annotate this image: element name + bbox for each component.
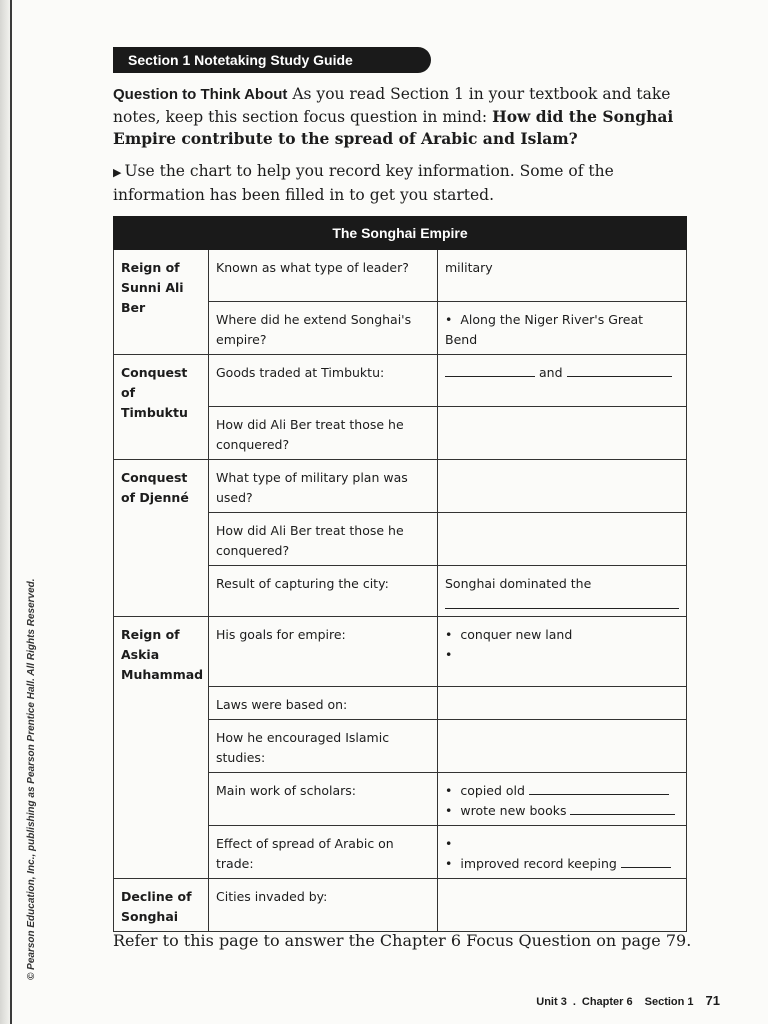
prompt-goals: His goals for empire: (209, 617, 438, 687)
answer-goals[interactable] (438, 617, 687, 687)
group-conquest-djenne: Conquest of Djenné (114, 460, 209, 617)
answer-scholars-2: • wrote new books (445, 801, 679, 821)
chart-title: The Songhai Empire (114, 217, 687, 250)
answer-arabic-1[interactable] (445, 834, 679, 854)
footer-unit: Unit 3 (536, 996, 567, 1008)
answer-laws[interactable] (438, 687, 687, 720)
prompt-cities-invaded: Cities invaded by: (209, 879, 438, 932)
answer-goods-traded[interactable] (438, 355, 687, 407)
focus-question: How did the Songhai Empire contribute to the spread of Arabic and Islam? (113, 107, 674, 148)
copyright-notice: © Pearson Education, Inc., publishing as Pearson Prentice Hall. All Rights Reserved. (26, 578, 37, 980)
footer-question: Refer to this page to answer the Chapter 6 Focus Question on page 79. (113, 931, 692, 950)
prompt-islamic-studies: How he encouraged Islamic studies: (209, 720, 438, 773)
group-decline-songhai: Decline of Songhai (114, 879, 209, 932)
prompt-goods-traded: Goods traded at Timbuktu: (209, 355, 438, 407)
answer-cities-invaded[interactable] (438, 879, 687, 932)
footer-chapter: Chapter 6 (581, 996, 633, 1008)
answer-scholars-work[interactable] (438, 773, 687, 826)
group-conquest-timbuktu: Conquest of Timbuktu (114, 355, 209, 460)
binding-line (10, 0, 12, 1024)
prompt-treat-conquered-djenne: How did Ali Ber treat those he conquered? (209, 513, 438, 566)
answer-result-capturing[interactable] (438, 566, 687, 617)
blank-line[interactable] (567, 364, 672, 377)
prompt-extend-empire: Where did he extend Songhai's empire? (209, 302, 438, 355)
blank-line[interactable] (445, 598, 679, 609)
prompt-scholars-work: Main work of scholars: (209, 773, 438, 826)
answer-islamic-studies[interactable] (438, 720, 687, 773)
prompt-laws: Laws were based on: (209, 687, 438, 720)
question-label: Question to Think About (113, 86, 288, 103)
blank-line[interactable] (570, 802, 675, 815)
prompt-leader-type: Known as what type of leader? (209, 250, 438, 302)
answer-treat-conquered-djenne[interactable] (438, 513, 687, 566)
blank-line[interactable] (621, 855, 671, 868)
section-banner: Section 1 Notetaking Study Guide (113, 47, 431, 73)
prompt-treat-conquered-timbuktu: How did Ali Ber treat those he conquered? (209, 407, 438, 460)
answer-treat-conquered-timbuktu[interactable] (438, 407, 687, 460)
question-to-think-about (113, 83, 683, 150)
answer-goals-2[interactable] (445, 645, 679, 665)
page-number: 71 (705, 993, 720, 1008)
page-binding-edge (0, 0, 10, 1024)
question-text: As you read Section 1 in your textbook and take notes, keep this section focus question in mind: (113, 85, 671, 126)
group-reign-askia-muhammad: Reign of Askia Muhammad (114, 617, 209, 879)
answer-arabic-trade[interactable] (438, 826, 687, 879)
answer-extend-text: • Along the Niger River's Great Bend (445, 310, 679, 350)
prompt-result-capturing: Result of capturing the city: (209, 566, 438, 617)
answer-extend-empire[interactable] (438, 302, 687, 355)
answer-military-plan[interactable] (438, 460, 687, 513)
instructions (113, 160, 683, 206)
blank-line[interactable] (529, 782, 669, 795)
answer-leader-type[interactable]: military (438, 250, 687, 302)
group-sunni-ali-ber: Reign of Sunni Ali Ber (114, 250, 209, 355)
answer-result-text: Songhai dominated the (445, 576, 592, 591)
answer-goods-and: and (538, 365, 563, 380)
answer-scholars-1: • copied old (445, 781, 679, 801)
arrow-icon: ▶ (113, 166, 122, 179)
answer-arabic-2: • improved record keeping (445, 854, 679, 874)
footer-section: Section 1 (644, 996, 694, 1008)
blank-line[interactable] (445, 364, 535, 377)
instructions-text: Use the chart to help you record key information. Some of the information has been filled in to get you started. (113, 162, 614, 204)
songhai-chart (113, 216, 687, 932)
page-footer: Unit 3 . Chapter 6 Section 1 71 (536, 993, 720, 1008)
prompt-arabic-trade: Effect of spread of Arabic on trade: (209, 826, 438, 879)
prompt-military-plan: What type of military plan was used? (209, 460, 438, 513)
answer-goals-1: • conquer new land (445, 625, 679, 645)
